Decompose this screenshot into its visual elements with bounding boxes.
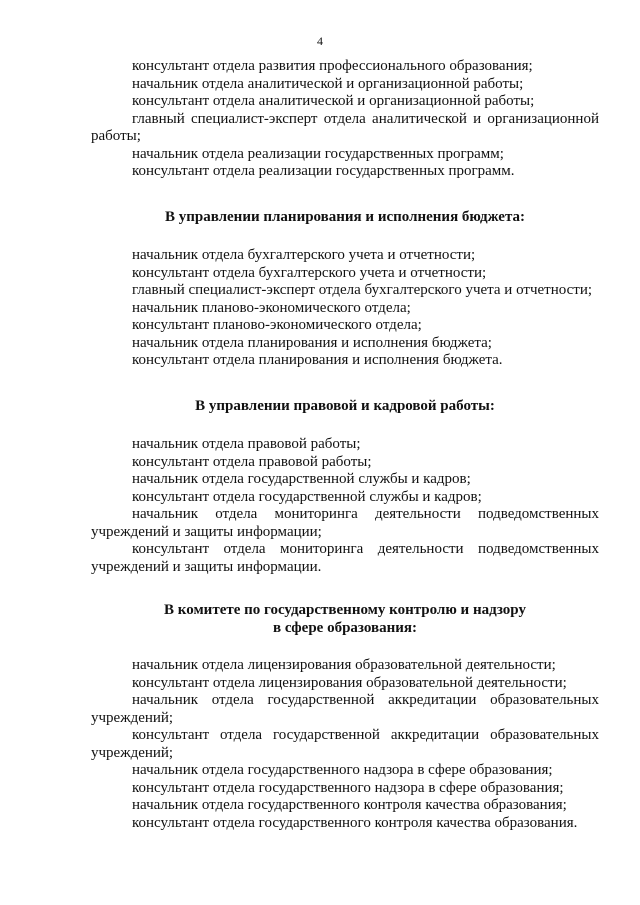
position-item [91, 436, 599, 454]
document-section [91, 209, 599, 370]
position-item-text: начальник отдела аналитической и организационной работы; [132, 75, 524, 92]
position-item [91, 797, 599, 815]
position-item [91, 317, 599, 335]
section-heading: В управлении планирования и исполнения бюджета: [164, 208, 526, 225]
position-item-text: начальник отдела лицензирования образовательной деятельности; [132, 657, 556, 673]
position-item [91, 76, 599, 94]
section-heading: в сфере образования: [272, 619, 417, 636]
position-item-text: консультант отдела лицензирования образовательной деятельности; [132, 674, 567, 691]
position-item-text: начальник отдела мониторинга деятельности подведомственных учреждений и защиты информации; [91, 506, 599, 540]
position-item-text: начальник отдела государственной службы и кадров; [132, 471, 471, 487]
position-item [91, 780, 599, 798]
position-item [91, 762, 599, 780]
position-item-text: консультант отдела бухгалтерского учета и отчетности; [132, 264, 487, 281]
document-section [91, 398, 599, 577]
document-body [91, 58, 599, 832]
position-item-text: начальник отдела государственной аккредитации образовательных учреждений; [91, 692, 599, 726]
position-item [91, 657, 599, 675]
position-item-text: консультант отдела государственного контроля качества образования. [132, 814, 578, 831]
position-item [91, 352, 599, 370]
section-heading: В управлении правовой и кадровой работы: [195, 397, 495, 414]
position-item [91, 335, 599, 353]
position-item-text: главный специалист-эксперт отдела аналитической и организационной работы; [91, 110, 599, 144]
position-item [91, 675, 599, 693]
position-item-text: начальник отдела бухгалтерского учета и отчетности; [132, 247, 476, 263]
position-item-text: консультант отдела аналитической и организационной работы; [132, 93, 535, 109]
position-item-text: консультант отдела развития профессионального образования; [132, 58, 533, 74]
position-item-text: консультант планово-экономического отдела; [132, 317, 422, 333]
position-item-text: главный специалист-эксперт отдела бухгалтерского учета и отчетности; [132, 282, 593, 298]
position-item [91, 506, 599, 541]
position-item-text: начальник отдела государственного контроля качества образования; [132, 797, 567, 813]
position-item-text: консультант отдела реализации государственных программ. [132, 163, 515, 179]
position-item-text: консультант отдела государственной службы и кадров; [132, 488, 482, 505]
position-item [91, 471, 599, 489]
document-section [91, 58, 599, 181]
document-section [91, 602, 599, 832]
position-item [91, 265, 599, 283]
position-item-text: начальник планово-экономического отдела; [132, 299, 411, 316]
position-item [91, 489, 599, 507]
position-item [91, 815, 599, 833]
position-item-text: консультант отдела государственного надзора в сфере образования; [132, 779, 564, 796]
position-item [91, 282, 599, 300]
position-item-text: начальник отдела правовой работы; [132, 436, 361, 452]
position-item-text: консультант отдела планирования и исполнения бюджета. [132, 352, 503, 368]
position-item-text: начальник отдела реализации государственных программ; [132, 145, 504, 162]
position-item [91, 111, 599, 146]
position-item [91, 692, 599, 727]
position-item-text: начальник отдела государственного надзора в сфере образования; [132, 762, 553, 778]
position-item [91, 146, 599, 164]
position-item [91, 300, 599, 318]
position-item-text: консультант отдела правовой работы; [132, 453, 372, 470]
position-item [91, 454, 599, 472]
position-item [91, 163, 599, 181]
page-number: 4 [317, 34, 323, 48]
position-item [91, 58, 599, 76]
position-item-text: консультант отдела государственной аккредитации образовательных учреждений; [91, 727, 599, 761]
position-item [91, 247, 599, 265]
position-item [91, 93, 599, 111]
position-item [91, 727, 599, 762]
section-heading: В комитете по государственному контролю и надзору [164, 602, 526, 618]
position-item-text: начальник отдела планирования и исполнения бюджета; [132, 334, 492, 351]
position-item-text: консультант отдела мониторинга деятельности подведомственных учреждений и защиты информации. [91, 541, 599, 575]
position-item [91, 541, 599, 576]
